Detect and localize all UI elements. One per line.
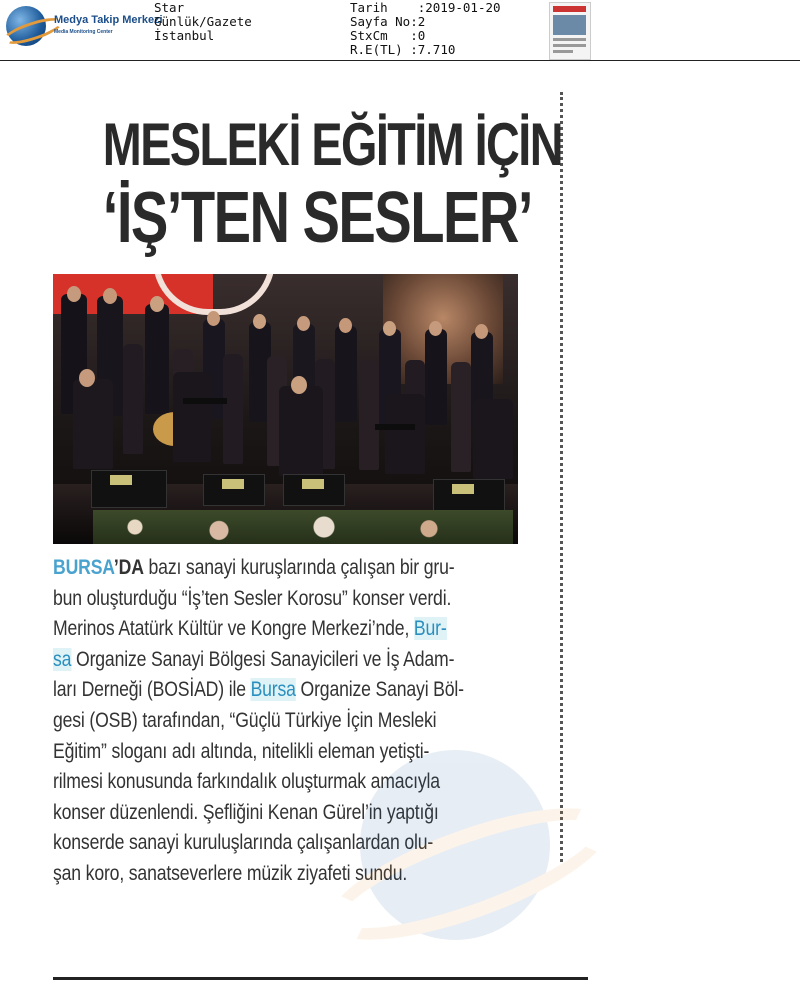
body-line: BURSA’DA bazı sanayi kuruşlarında çalışan bir gru- <box>53 556 455 579</box>
clipping-header <box>0 0 800 60</box>
publication-city: İstanbul <box>154 28 215 43</box>
header-divider <box>0 60 800 61</box>
body-line: bun oluşturduğu “İş’ten Sesler Korosu” konser verdi. <box>53 586 452 610</box>
body-line: rilmesi konusunda farkındalık oluşturmak amacıyla <box>53 770 440 794</box>
logo-subtitle: Media Monitoring Center <box>54 29 113 35</box>
headline-line-2: ‘İŞ’TEN SESLER’ <box>102 178 532 258</box>
meta-row-stxcm: StxCm :0 <box>350 28 426 43</box>
body-line: sa Organize Sanayi Bölgesi Sanayicileri ve İş Adam- <box>53 647 455 671</box>
body-line: şan koro, sanatseverlere müzik ziyafeti sundu. <box>53 861 408 885</box>
body-lead-city: BURSA <box>53 556 114 579</box>
body-line: konserde sanayi kuruluşlarında çalışanlardan olu- <box>53 831 434 855</box>
body-line: ları Derneği (BOSİAD) ile Bursa Organize Sanayi Böl- <box>53 678 464 702</box>
newspaper-page-thumbnail-icon[interactable] <box>549 2 591 60</box>
meta-row-ad-value: R.E(TL) :7.710 <box>350 42 456 57</box>
stage-flowers <box>93 510 513 544</box>
keyword-highlight: sa <box>53 647 72 671</box>
article-headline <box>50 111 562 258</box>
meta-row-page: Sayfa No:2 <box>350 14 426 29</box>
body-line: konser düzenlendi. Şefliğini Kenan Gürel’in yaptığı <box>53 800 439 824</box>
keyword-highlight: Bursa <box>250 678 296 702</box>
publication-type: Günlük/Gazete <box>154 14 252 29</box>
meta-row-date: Tarih :2019-01-20 <box>350 0 501 15</box>
keyword-highlight: Bur- <box>413 617 447 641</box>
logo-title: Medya Takip Merkezi <box>54 14 163 26</box>
column-separator <box>560 92 563 862</box>
article-body <box>53 553 523 890</box>
publication-info <box>154 1 252 43</box>
publication-name: Star <box>154 0 185 15</box>
medya-takip-logo <box>4 4 163 50</box>
clipping-meta <box>350 1 501 57</box>
body-line: Eğitim” sloganı adı altında, nitelikli eleman yetişti- <box>53 739 430 763</box>
headline-line-1: MESLEKİ EĞİTİM İÇİN <box>102 111 562 178</box>
body-line: gesi (OSB) tarafından, “Güçlü Türkiye İçin Mesleki <box>53 708 437 732</box>
article-photo-choir <box>53 274 518 544</box>
body-line: Merinos Atatürk Kültür ve Kongre Merkezi’nde, Bur- <box>53 617 447 641</box>
article-bottom-rule <box>53 977 588 980</box>
